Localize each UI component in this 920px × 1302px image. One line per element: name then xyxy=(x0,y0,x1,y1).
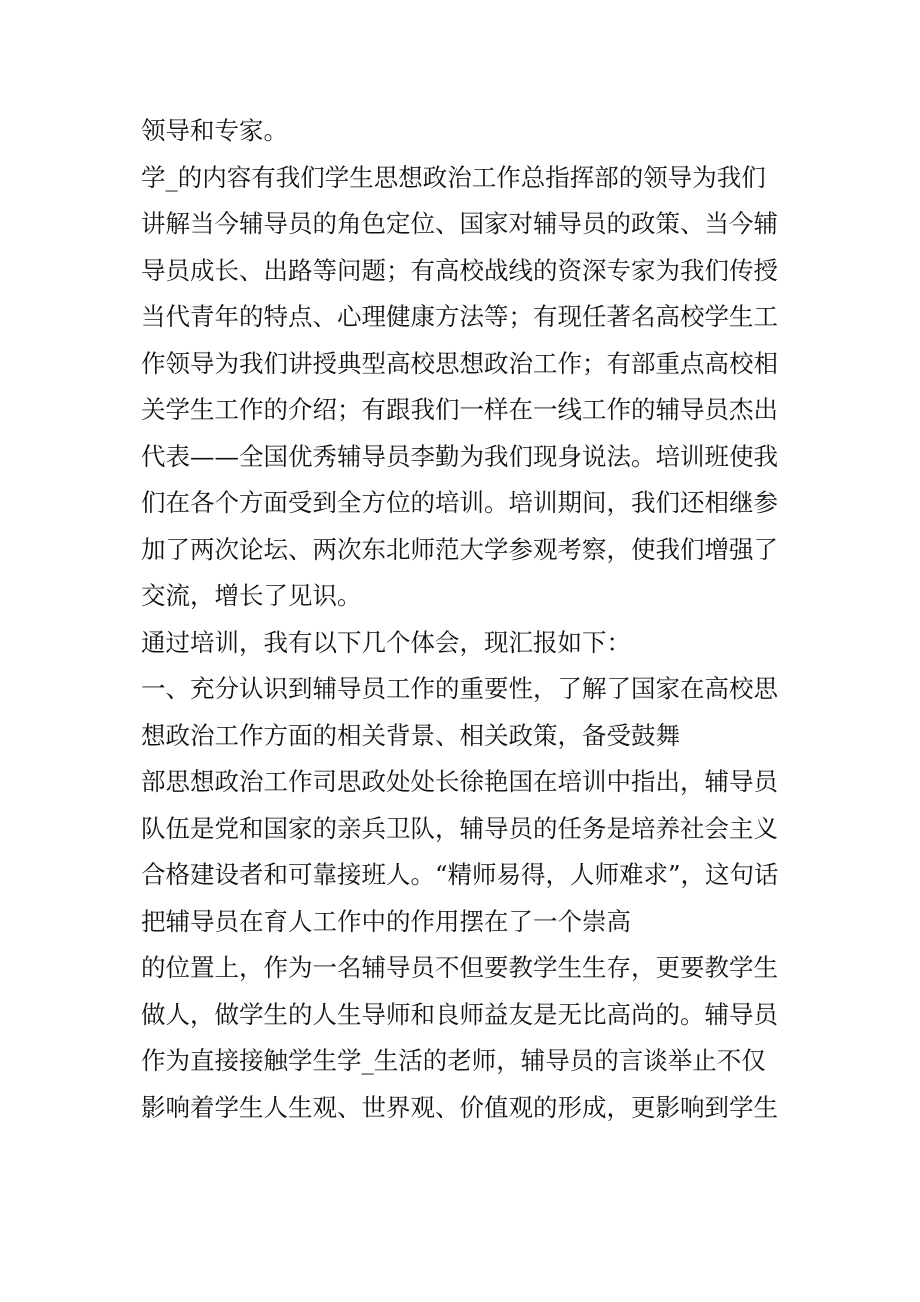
body-text xyxy=(141,108,791,1131)
text-line: 讲解当今辅导员的角色定位、国家对辅导员的政策、当今辅 xyxy=(141,209,778,238)
text-line: 把辅导员在育人工作中的作用摆在了一个崇高 xyxy=(141,906,631,936)
text-line: 作领导为我们讲授典型高校思想政治工作；有部重点高校相 xyxy=(141,348,778,378)
text-line: 关学生工作的介绍；有跟我们一样在一线工作的辅导员杰出 xyxy=(141,395,778,424)
text-line: 部思想政治工作司思政处处长徐艳国在培训中指出，辅导员 xyxy=(141,767,778,796)
text-line: 作为直接接触学生学_生活的老师，辅导员的言谈举止不仅 xyxy=(141,1046,766,1075)
text-line: 做人，做学生的人生导师和良师益友是无比高尚的。辅导员 xyxy=(141,999,778,1029)
text-line: 一、充分认识到辅导员工作的重要性，了解了国家在高校思 xyxy=(141,674,778,703)
text-line: 们在各个方面受到全方位的培训。培训期间，我们还相继参 xyxy=(141,488,778,517)
text-line: 加了两次论坛、两次东北师范大学参观考察，使我们增强了 xyxy=(141,534,778,564)
text-line: 合格建设者和可靠接班人。“精师易得，人师难求”，这句话 xyxy=(141,860,779,889)
text-line: 领导和专家。 xyxy=(141,116,288,145)
text-line: 想政治工作方面的相关背景、相关政策，备受鼓舞 xyxy=(141,720,680,750)
text-line: 通过培训，我有以下几个体会，现汇报如下： xyxy=(141,627,631,657)
text-line: 代表——全国优秀辅导员李勤为我们现身说法。培训班使我 xyxy=(141,441,778,471)
text-line: 影响着学生人生观、世界观、价值观的形成，更影响到学生 xyxy=(141,1092,778,1122)
text-line: 队伍是党和国家的亲兵卫队，辅导员的任务是培养社会主义 xyxy=(141,813,778,843)
text-line: 导员成长、出路等问题；有高校战线的资深专家为我们传授 xyxy=(141,255,778,285)
text-line: 的位置上，作为一名辅导员不但要教学生生存，更要教学生 xyxy=(141,953,778,982)
text-line: 交流，增长了见识。 xyxy=(141,581,362,610)
text-line: 学_的内容有我们学生思想政治工作总指挥部的领导为我们 xyxy=(141,162,766,192)
text-line: 当代青年的特点、心理健康方法等；有现任著名高校学生工 xyxy=(141,302,778,331)
